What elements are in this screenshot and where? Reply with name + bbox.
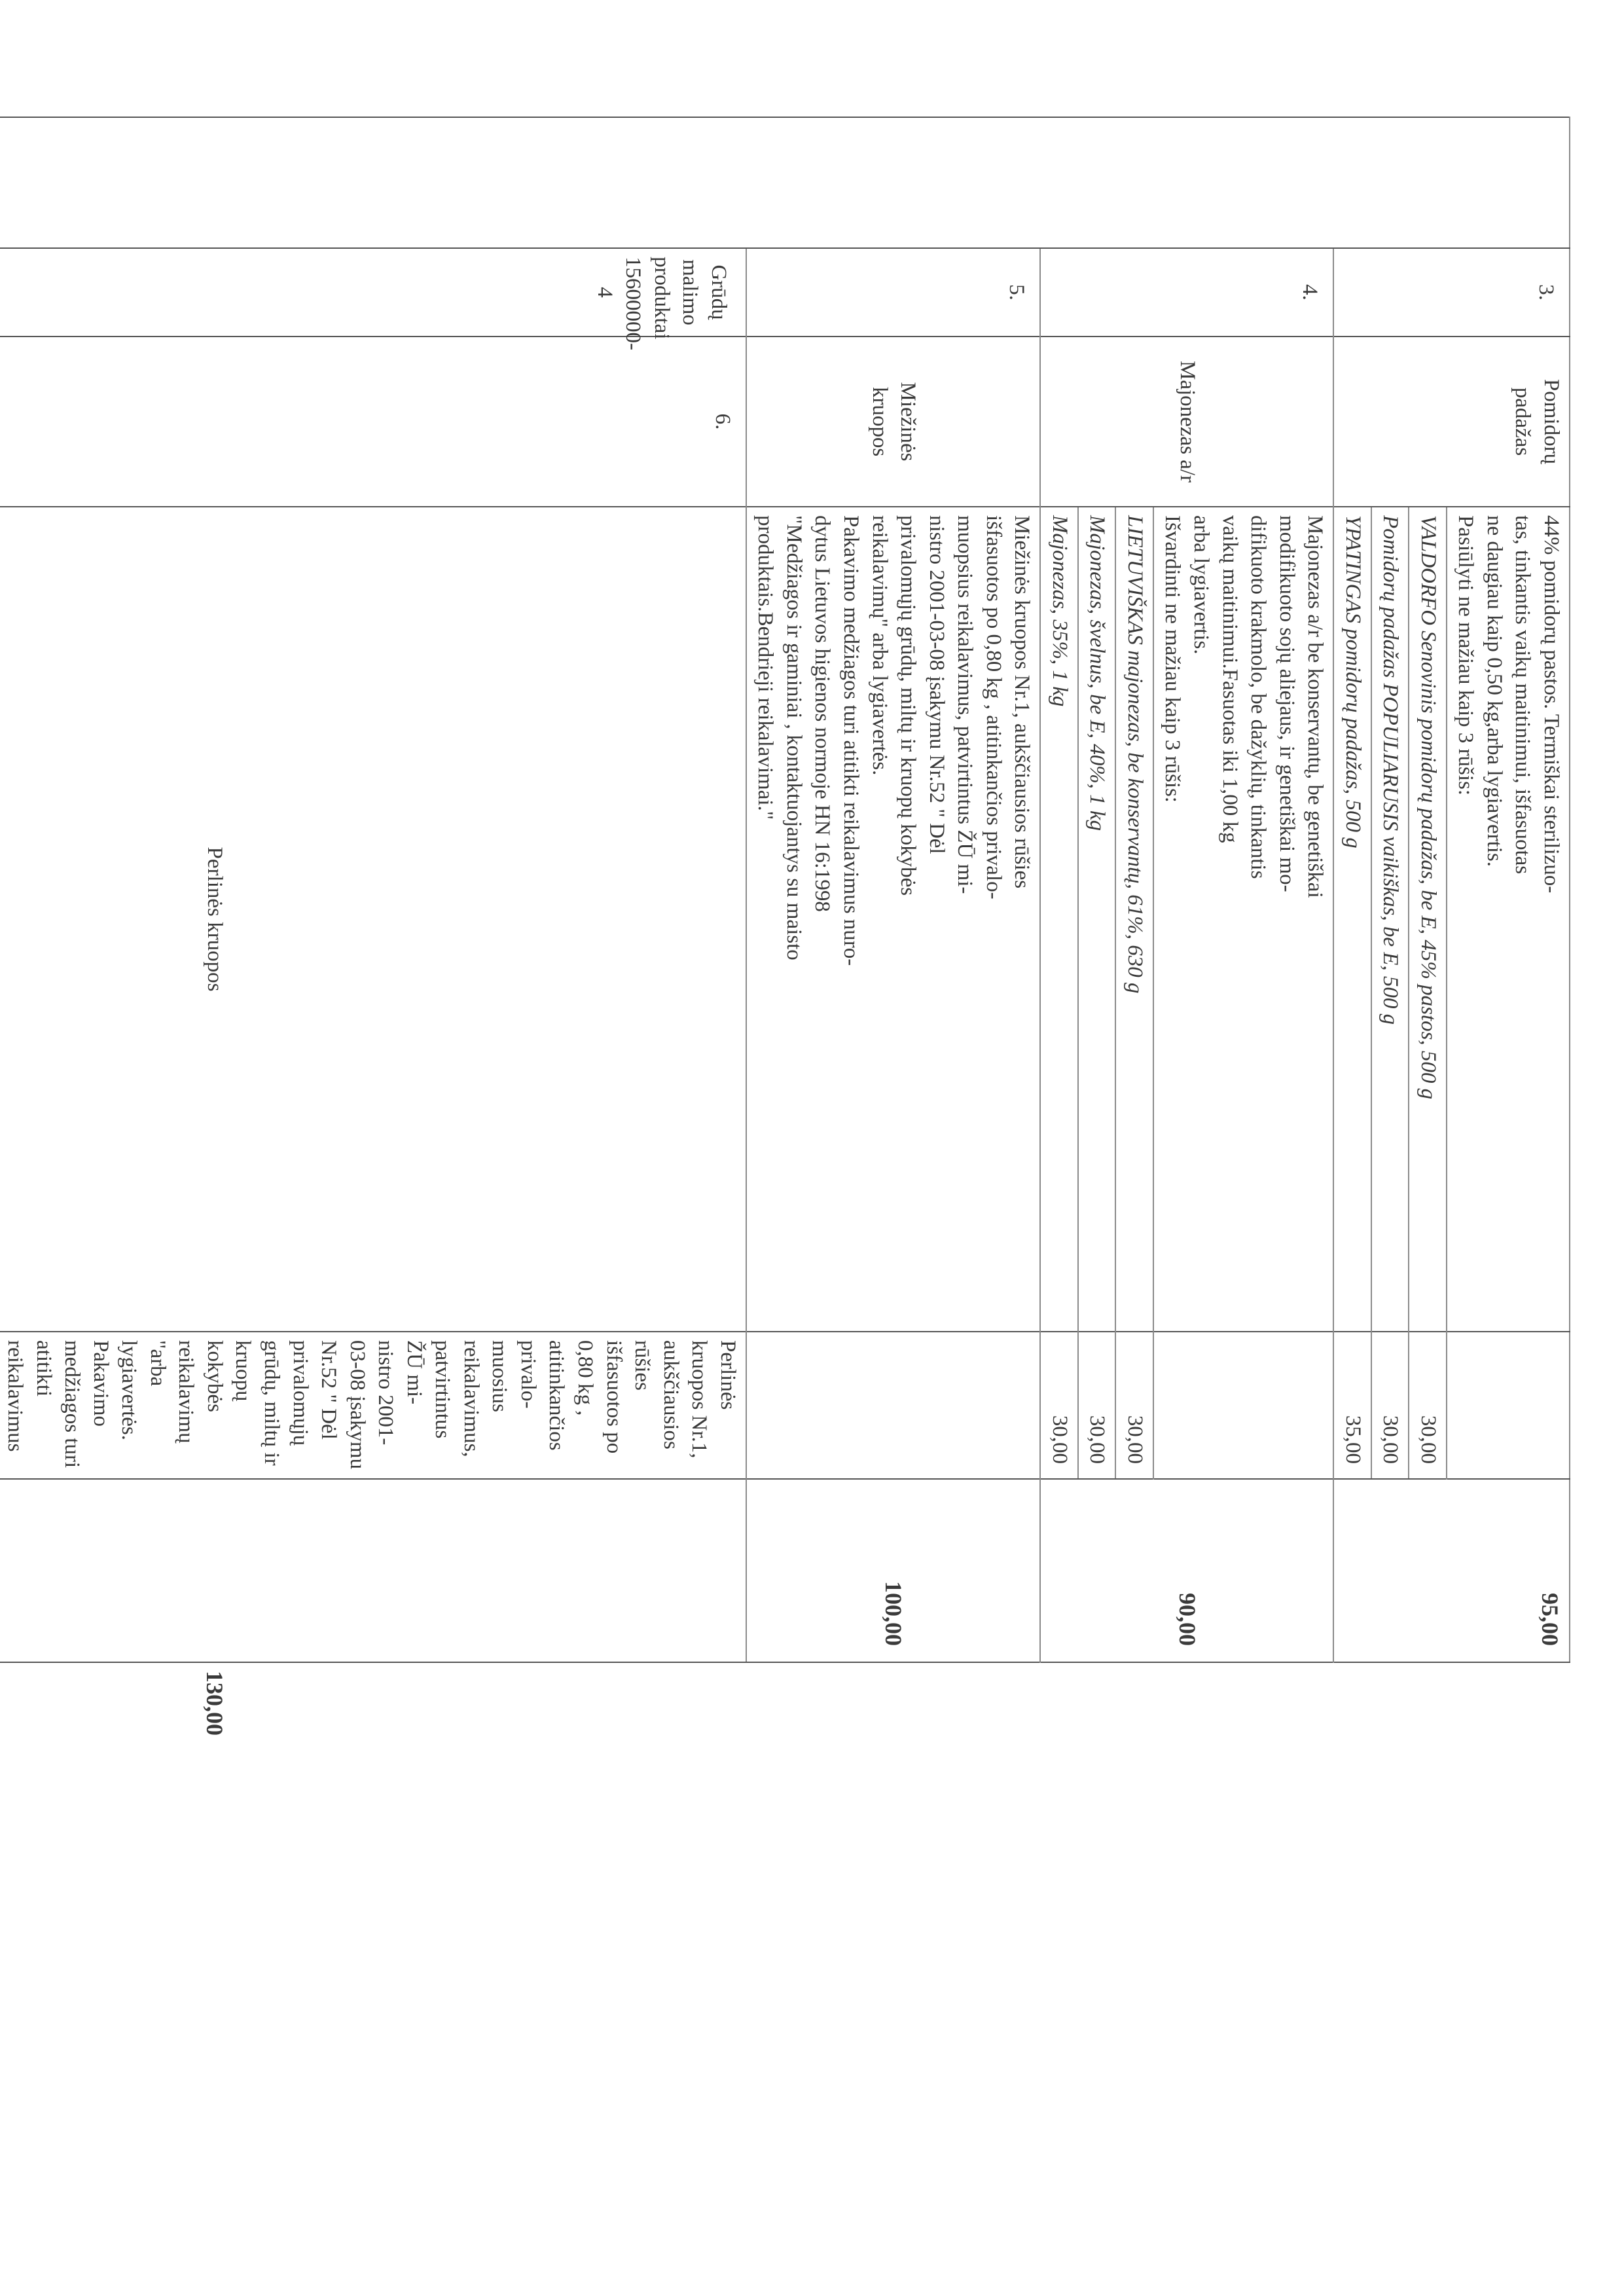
- product-name: Miežinės kruopos: [746, 337, 1040, 507]
- description-line: ne daugiau kaip 0,50 kg,arba lygiavertis.: [1482, 515, 1506, 867]
- variants-intro: Išvardinti ne mažiau kaip 3 rūšis:: [1161, 515, 1185, 803]
- product-name: Pomidorų padažas: [1333, 337, 1570, 507]
- group-label-cell: [0, 248, 746, 350]
- description-line: Pakavimo medžiagos turi atitikti reikalavimus nuro-: [839, 515, 863, 966]
- total-price: 95,00: [1333, 1479, 1570, 1662]
- description-line: išfasuotos po 0,80 kg , atitinkančios privalo-: [981, 515, 1005, 900]
- variants-intro: Pasiūlyti ne mažiau kaip 3 rūšis:: [1454, 515, 1478, 796]
- procurement-table: [0, 117, 1570, 1736]
- group-title: Grūdų malimo produktai: [649, 257, 731, 340]
- variant-text: YPATINGAS pomidorų padažas, 500 g: [1333, 507, 1371, 1332]
- description-line: Pakavimo medžiagos turi atitikti reikalavimus: [3, 1340, 113, 1468]
- description-line: arba lygiavertis.: [1189, 515, 1213, 655]
- description-line: modifikuoto sojų aliejaus, ir genetiškai mo-: [1274, 515, 1299, 892]
- product-description: [0, 1332, 746, 1479]
- variant-price: 30,00: [1078, 1332, 1116, 1479]
- description-line: Majonezas a/r be konservantų, be genetiškai: [1303, 515, 1327, 898]
- description-line: nistro 2001-03-08 įsakymu Nr.52 " Dėl: [317, 1340, 398, 1470]
- description-line: privalomųjų grūdų, miltų ir kruopų kokybės: [202, 1340, 312, 1466]
- description-line: privalomųjų grūdų, miltų ir kruopų kokybės: [896, 515, 920, 896]
- variant-text: Pomidorų padažas POPULIARUSIS vaikiškas, be E, 500 g: [1371, 507, 1409, 1332]
- description-line: tas, tinkantis vaikų maitinimui, išfasuotas: [1511, 515, 1535, 875]
- description-line: muosius reikalavimus, patvirtintus ŽŪ mi-: [402, 1340, 512, 1457]
- row-number: 5.: [746, 248, 1040, 337]
- description-line: produktais.Bendrieji reikalavimai.": [753, 515, 778, 820]
- variant-price: 30,00: [1409, 1332, 1447, 1479]
- description-line: nistro 2001-03-08 įsakymu Nr.52 " Dėl: [924, 515, 948, 854]
- description-line: 44% pomidorų pastos. Termiškai sterilizuo-: [1540, 515, 1563, 894]
- product-name: Majonezas a/r: [1040, 337, 1333, 507]
- description-line: Miežinės kruopos Nr.1, aukščiausios rūšies: [1010, 515, 1034, 889]
- table-row: [1153, 117, 1333, 1662]
- variant-price: 30,00: [1040, 1332, 1078, 1479]
- row-number: 3.: [1333, 248, 1570, 337]
- description-line: vaikų maitinimui.Fasuotas iki 1,00 kg: [1218, 515, 1242, 843]
- variant-text: Majonezas, 35%, 1 kg: [1040, 507, 1078, 1332]
- description-line: muopsius reikalavimus, patvirtintus ŽŪ mi-: [953, 515, 977, 894]
- description-line: išfasuotos po 0,80 kg , atitinkančios privalo-: [516, 1340, 626, 1454]
- sub-price-empty: [0, 1479, 746, 1662]
- table-row: Grūdų malimo produktai 15600000-4 6. Perlinės kruopos Perlinės kruopos Nr.1, aukščiausios rūšies išfasuotos po 0,80 kg , atitinkančios privalo- muosius reikalavimus, patvirtintus ŽŪ mi- nistro 2001-03-08 įsakymu Nr.52 " Dėl privalomųjų grūdų, miltų ir kruopų kokybės reikalavimų "arba lygiavertės. Pakavimo medžiagos turi atitikti reikalavimus 130,00: [0, 117, 746, 1662]
- product-name: Perlinės kruopos: [0, 507, 746, 1332]
- description-line: Perlinės kruopos Nr.1, aukščiausios rūšies: [630, 1340, 740, 1459]
- row-number: 4.: [1040, 248, 1333, 337]
- sub-price-empty: [746, 1332, 1040, 1479]
- product-description: [1153, 507, 1333, 1332]
- variant-text: LIETUVIŠKAS majonezas, be konservantų, 61%, 630 g: [1115, 507, 1153, 1332]
- group-empty-cell: [1333, 117, 1570, 248]
- row-number: 6.: [0, 337, 746, 507]
- total-price: 100,00: [746, 1479, 1040, 1662]
- product-description: [1447, 507, 1570, 1332]
- group-code: 15600000-4: [592, 257, 645, 350]
- description-line: reikalavimų" arba lygiavertės.: [867, 515, 892, 776]
- variant-text: VALDORFO Senovinis pomidorų padažas, be E, 45% pastos, 500 g: [1409, 507, 1447, 1332]
- group-empty-cell: [0, 117, 1333, 248]
- table-row: [746, 117, 1040, 1662]
- sub-price-empty: [1447, 1332, 1570, 1479]
- product-description: [746, 507, 1040, 1332]
- variant-price: 30,00: [1115, 1332, 1153, 1479]
- description-line: reikalavimų "arba lygiavertės.: [117, 1340, 198, 1444]
- table-row: [1447, 117, 1570, 1662]
- variant-price: 30,00: [1371, 1332, 1409, 1479]
- total-price: 90,00: [1040, 1479, 1333, 1662]
- variant-price: 35,00: [1333, 1332, 1371, 1479]
- description-line: difikuoto krakmolo, be dažyklių, tinkantis: [1246, 515, 1271, 879]
- variant-text: Majonezas, švelnus, be E, 40%, 1 kg: [1078, 507, 1116, 1332]
- sub-price-empty: [1153, 1332, 1333, 1479]
- description-line: "Medžiagos ir gaminiai , kontaktuojantys su maisto: [782, 515, 806, 960]
- description-line: dytus Lietuvos higienos normoje HN 16:1998: [810, 515, 835, 912]
